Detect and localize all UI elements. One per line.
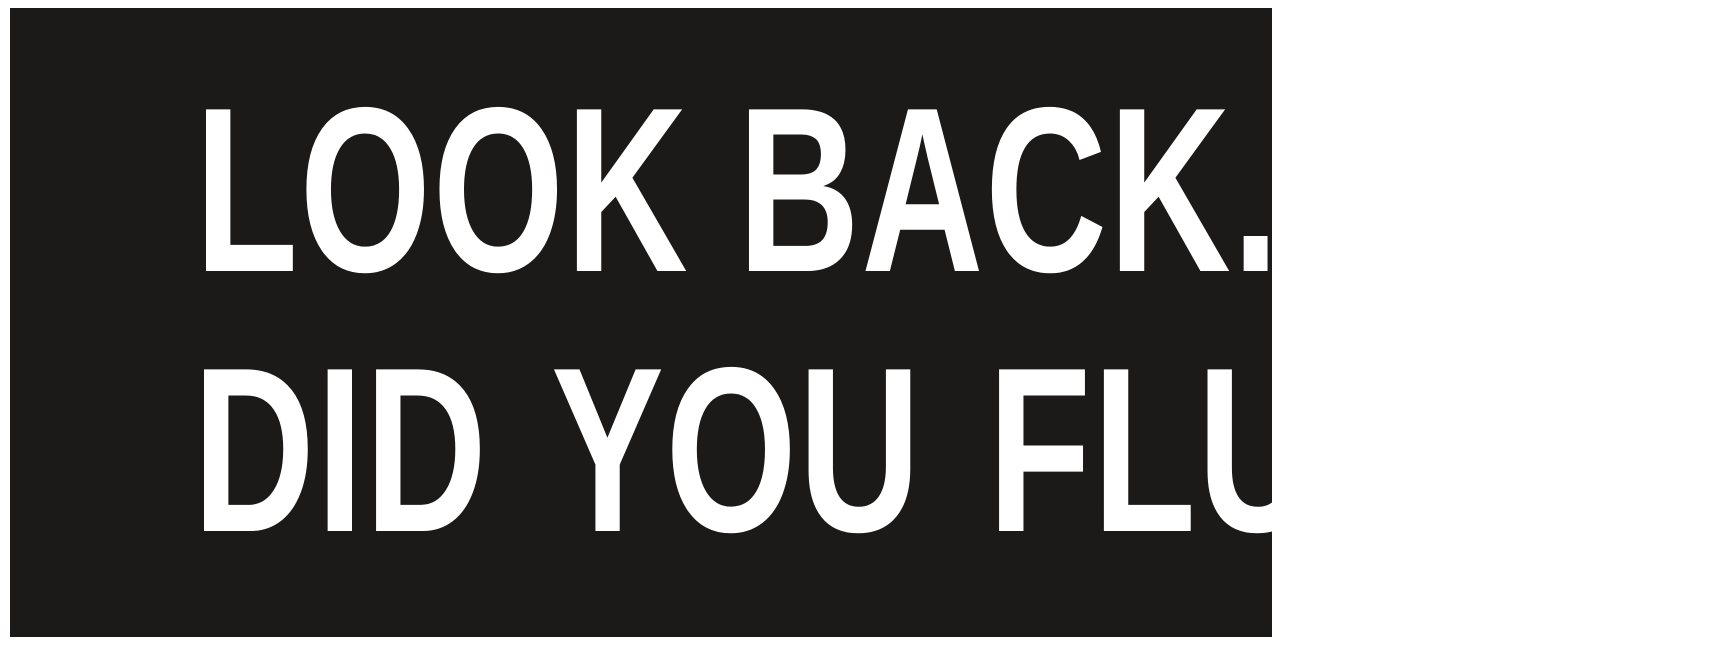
sign-line-2: DID YOU FLUSH ? [192, 318, 1729, 581]
sign-panel [10, 8, 1729, 637]
sign-line-1: LOOK BACK... [194, 58, 1378, 321]
